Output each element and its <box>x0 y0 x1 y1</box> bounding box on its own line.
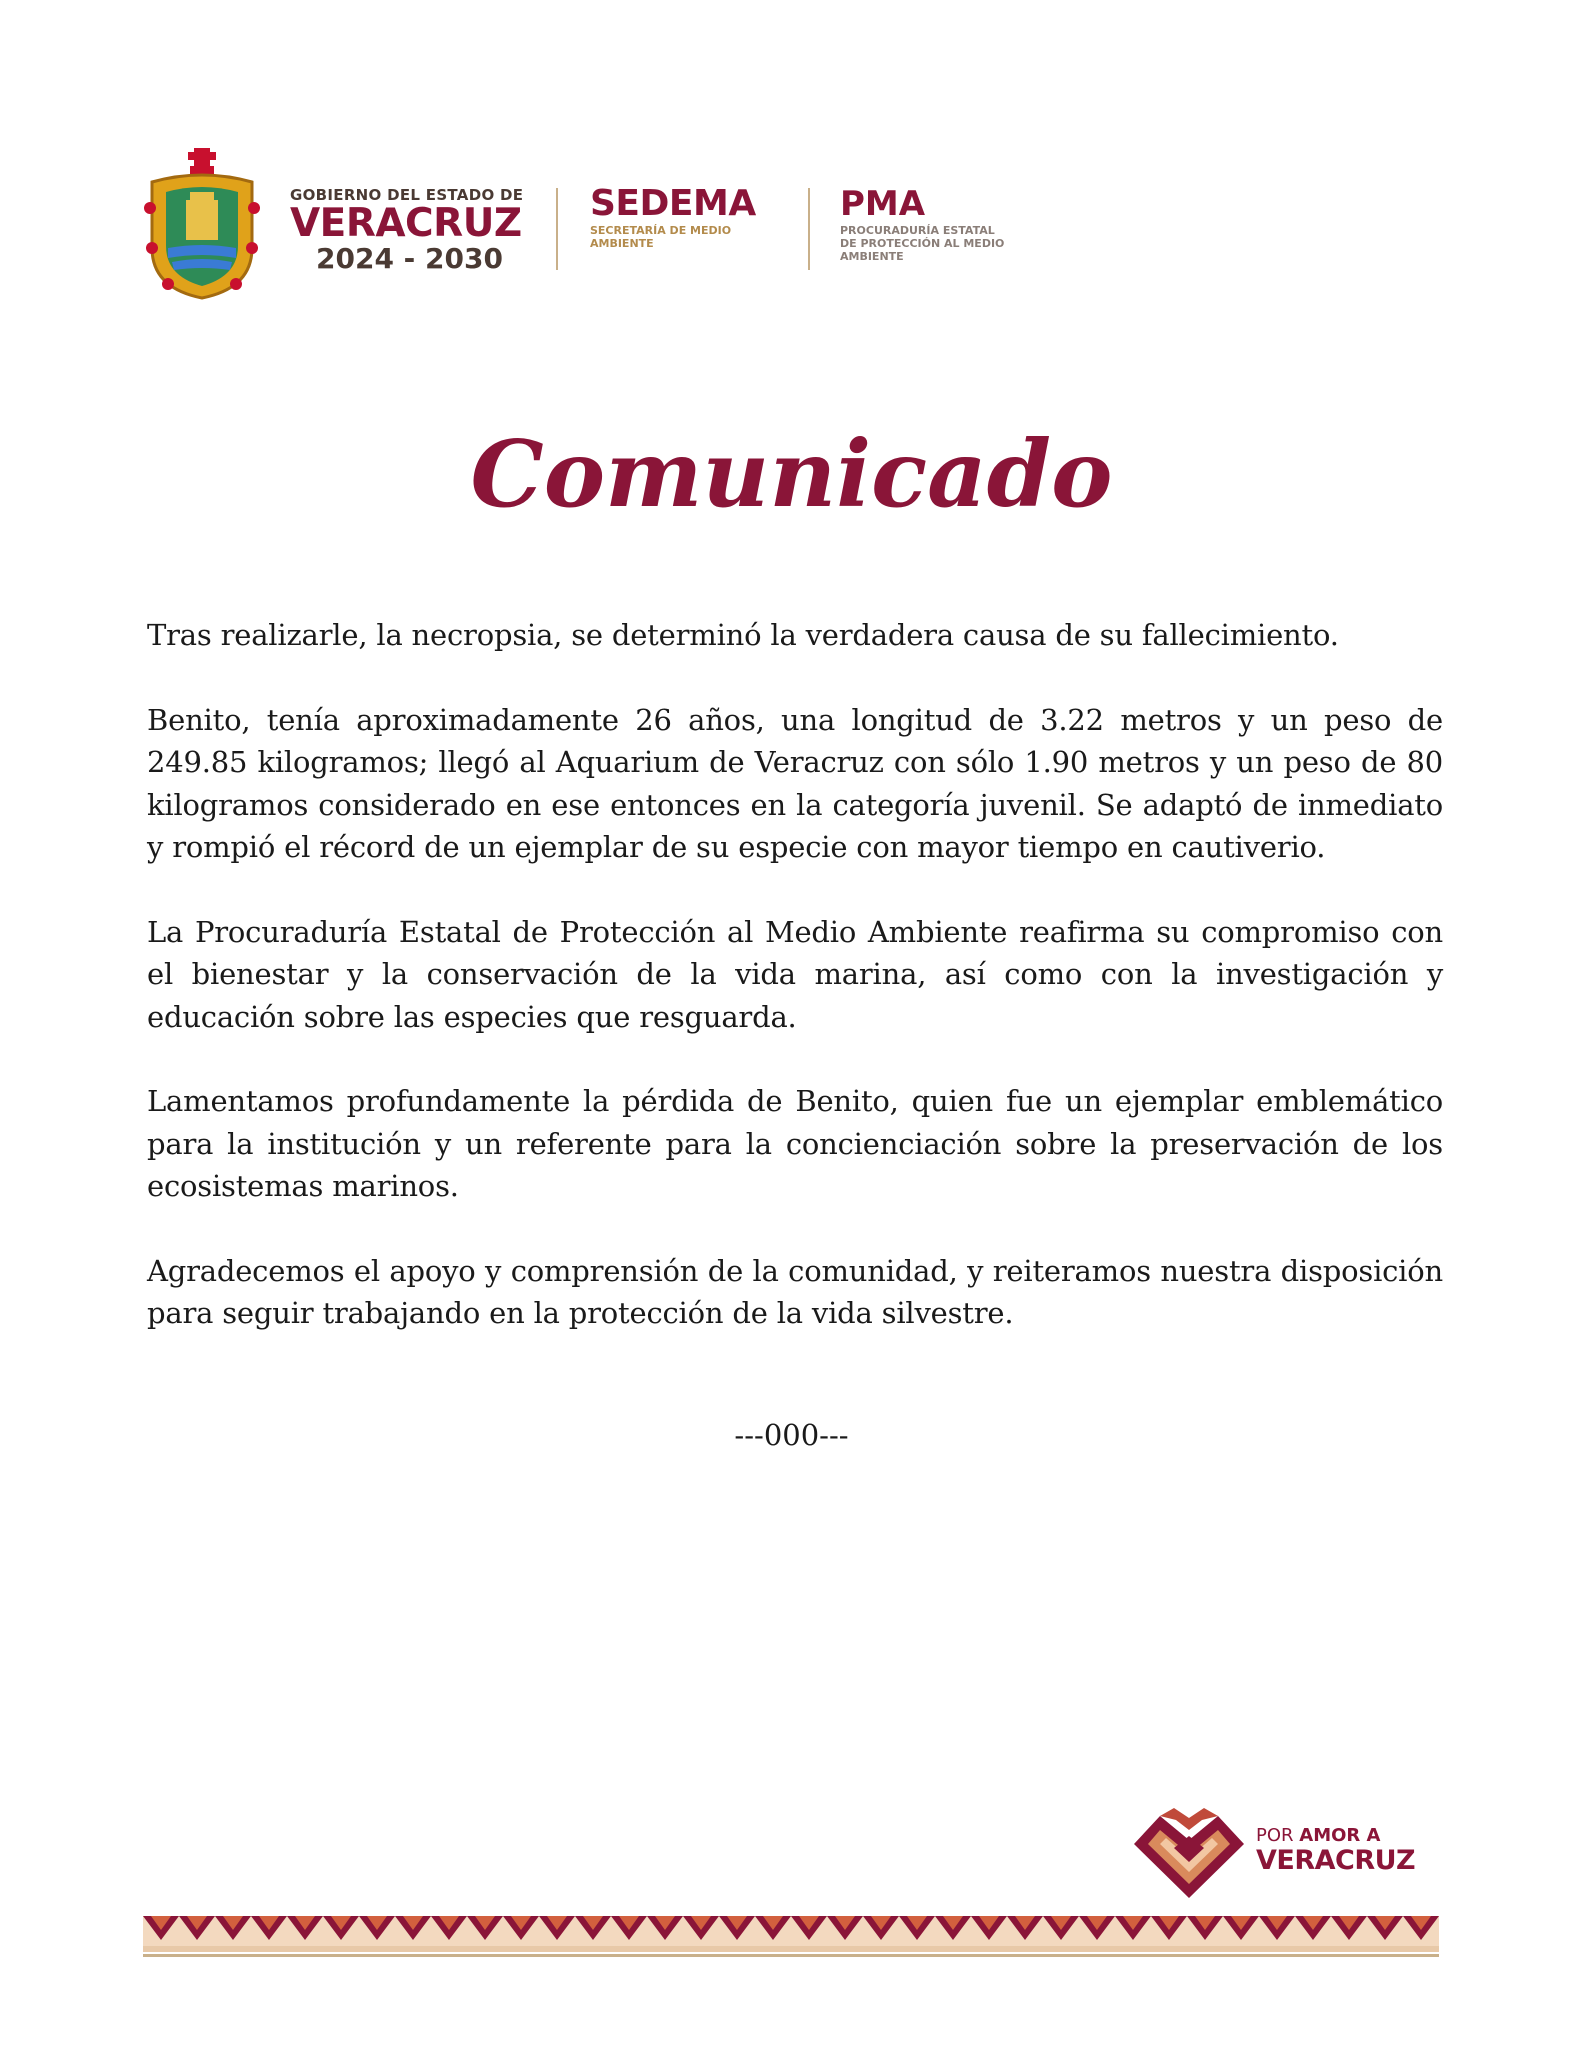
paragraph: La Procuraduría Estatal de Protección al Medio Ambiente reafirma su compromiso con el bienestar y la conservación de la vida marina, así como con la investigación y educación sobre las especies que resguarda. <box>147 914 1443 1034</box>
end-mark: ---000--- <box>734 1418 849 1452</box>
pma-main-text: PMA <box>840 184 926 224</box>
veracruz-coat-of-arms-icon <box>140 148 264 300</box>
document-body <box>147 614 1443 1377</box>
por-amor-a-veracruz-logo <box>1130 1800 1440 1900</box>
decorative-footer-band <box>143 1916 1439 1962</box>
gov-top-text: GOBIERNO DEL ESTADO DE <box>290 186 524 204</box>
amor-main-text: VERACRUZ <box>1256 1845 1416 1876</box>
letterhead <box>140 148 1040 308</box>
document-title: Comunicado <box>470 420 1113 528</box>
sedema-sub-text: SECRETARÍA DE MEDIO AMBIENTE <box>590 224 732 250</box>
paragraph: Benito, tenía aproximadamente 26 años, una longitud de 3.22 metros y un peso de 249.85 kilogramos; llegó al Aquarium de Veracruz con sólo 1.90 metros y un peso de 80 kilogramos considerado en ese entonces en la categoría juvenil. Se adaptó de inmediato y rompió el récord de un ejemplar de su especie con mayor tiempo en cautiverio. <box>147 702 1443 864</box>
amor-pre-text: POR <box>1256 1825 1300 1846</box>
pma-logo <box>840 184 1020 263</box>
header-divider <box>556 188 558 270</box>
pma-sub-text: PROCURADURÍA ESTATAL DE PROTECCIÓN AL MEDIO AMBIENTE <box>840 224 1005 263</box>
paragraph: Tras realizarle, la necropsia, se determinó la verdadera causa de su fallecimiento. <box>147 618 1339 652</box>
paragraph: Lamentamos profundamente la pérdida de Benito, quien fue un ejemplar emblemático para la institución y un referente para la concienciación sobre la preservación de los ecosistemas marinos. <box>147 1084 1443 1203</box>
government-logo-text <box>290 186 545 274</box>
gov-years-text: 2024 - 2030 <box>316 242 503 275</box>
sedema-logo <box>590 184 800 250</box>
paragraph: Agradecemos el apoyo y comprensión de la comunidad, y reiteramos nuestra disposición para seguir trabajando en la protección de la vida silvestre. <box>147 1253 1443 1330</box>
heart-pattern-icon <box>1130 1800 1248 1900</box>
header-divider <box>808 188 810 270</box>
amor-top-text <box>1256 1826 1415 1846</box>
amor-text <box>1256 1826 1415 1876</box>
gov-main-text: VERACRUZ <box>290 201 522 246</box>
amor-bold-text: AMOR A <box>1299 1825 1381 1846</box>
sedema-main-text: SEDEMA <box>590 183 756 224</box>
